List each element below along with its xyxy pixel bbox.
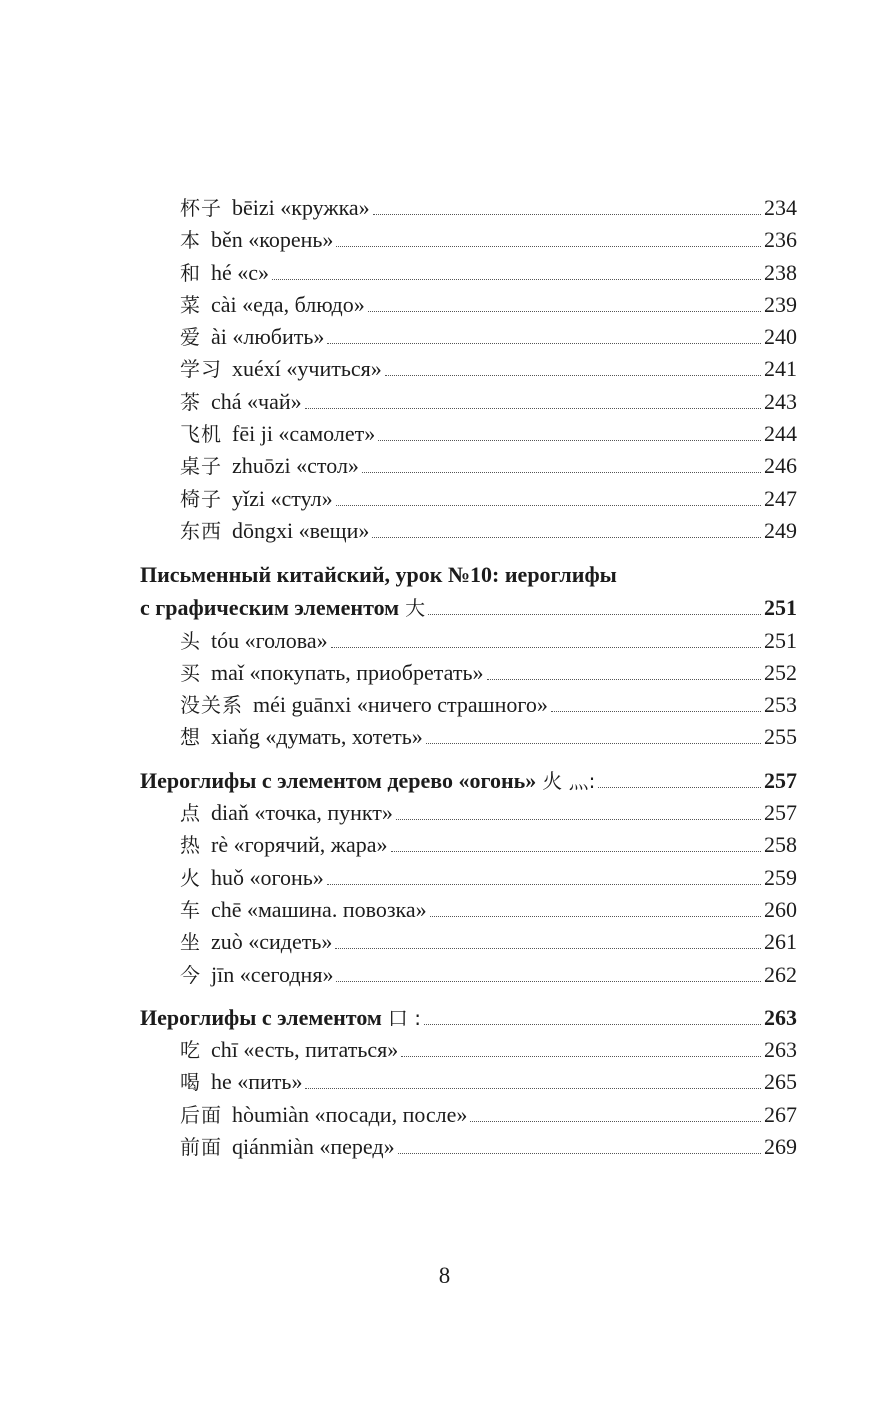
dot-leader	[598, 787, 761, 788]
page-number: 8	[438, 1263, 451, 1288]
entry-hanzi: 吃	[180, 1038, 201, 1063]
page-ref: 240	[764, 324, 797, 350]
toc-section-entry[interactable]	[140, 592, 797, 624]
page-ref: 236	[764, 227, 797, 253]
entry-text: xuéxí «учиться»	[232, 356, 382, 382]
entry-text: diaň «точка, пункт»	[211, 800, 393, 826]
page-ref: 234	[764, 195, 797, 220]
toc-entry[interactable]	[140, 450, 797, 482]
entry-hanzi: 飞机	[180, 422, 222, 447]
page-ref: 243	[764, 388, 797, 414]
entry-hanzi: 喝	[180, 1070, 201, 1095]
entry-text: méi guānxi «ничего страшного»	[253, 692, 548, 718]
toc-entry[interactable]	[140, 1131, 797, 1163]
toc-entry[interactable]	[140, 515, 797, 547]
page-ref: 239	[764, 291, 797, 317]
page-ref: 258	[764, 832, 797, 858]
toc-entry[interactable]	[140, 1066, 797, 1098]
entry-text: maǐ «покупать, приобретать»	[211, 659, 484, 685]
dot-leader	[305, 1088, 761, 1089]
entry-text: hòumiàn «посади, после»	[232, 1101, 468, 1127]
entry-hanzi: 后面	[180, 1102, 222, 1127]
dot-leader	[551, 711, 761, 712]
page-ref: 252	[764, 659, 797, 685]
dot-leader	[378, 440, 761, 441]
page-ref: 267	[764, 1101, 797, 1127]
dot-leader	[331, 647, 761, 648]
dot-leader	[396, 819, 761, 820]
page-ref: 263	[764, 1004, 797, 1030]
entry-text: zuò «сидеть»	[211, 929, 333, 955]
entry-text: he «пить»	[211, 1069, 303, 1095]
dot-leader	[430, 916, 761, 917]
entry-hanzi: 前面	[180, 1135, 222, 1160]
section-heading-line1: Письменный китайский, урок №10: иероглифы	[140, 562, 617, 588]
toc-entry[interactable]	[140, 959, 797, 991]
entry-text: yǐzi «стул»	[232, 485, 333, 511]
toc-entry[interactable]	[140, 894, 797, 926]
dot-leader	[391, 851, 761, 852]
page-ref: 261	[764, 929, 797, 955]
page-ref: 244	[764, 421, 797, 447]
entry-text: běn «корень»	[211, 227, 334, 253]
dot-leader	[426, 743, 761, 744]
entry-hanzi: 头	[180, 628, 201, 653]
entry-hanzi: 椅子	[180, 486, 222, 511]
entry-hanzi: 杯子	[180, 196, 222, 220]
dot-leader	[335, 948, 761, 949]
entry-hanzi: 点	[180, 801, 201, 826]
page-ref: 262	[764, 961, 797, 987]
dot-leader	[398, 1153, 761, 1154]
page-ref: 265	[764, 1069, 797, 1095]
entry-hanzi: 茶	[180, 389, 201, 414]
entry-text: dōngxi «вещи»	[232, 517, 370, 543]
entry-hanzi: 火	[180, 865, 201, 890]
entry-hanzi: 菜	[180, 292, 201, 317]
page-ref: 246	[764, 453, 797, 479]
toc-entry[interactable]	[140, 192, 797, 224]
entry-text: xiaňg «думать, хотеть»	[211, 724, 423, 750]
entry-text: bēizi «кружка»	[232, 195, 370, 220]
toc-entry[interactable]	[140, 224, 797, 256]
entry-text: huǒ «огонь»	[211, 864, 324, 890]
toc-group	[140, 192, 797, 547]
toc-entry[interactable]	[140, 289, 797, 321]
toc-entry[interactable]	[140, 797, 797, 829]
entry-hanzi: 本	[180, 228, 201, 253]
toc-group	[140, 797, 797, 991]
dot-leader	[401, 1056, 761, 1057]
toc-entry[interactable]	[140, 386, 797, 418]
page-ref: 260	[764, 896, 797, 922]
toc-entry[interactable]	[140, 862, 797, 894]
dot-leader	[428, 614, 761, 615]
page-ref: 255	[764, 724, 797, 750]
toc-entry[interactable]	[140, 257, 797, 289]
entry-hanzi: 热	[180, 833, 201, 858]
dot-leader	[470, 1121, 761, 1122]
toc-entry[interactable]	[140, 926, 797, 958]
section-hanzi: 口 :	[387, 1005, 422, 1030]
page-ref: 269	[764, 1134, 797, 1160]
entry-text: fēi ji «самолет»	[232, 421, 376, 447]
entry-hanzi: 学习	[180, 357, 222, 382]
dot-leader	[424, 1024, 761, 1025]
toc-group	[140, 1034, 797, 1163]
toc-entry[interactable]	[140, 625, 797, 657]
entry-hanzi: 坐	[180, 930, 201, 955]
toc-entry[interactable]	[140, 657, 797, 689]
section-heading: Иероглифы с элементом	[140, 1004, 382, 1030]
dot-leader	[327, 343, 761, 344]
toc-entry[interactable]	[140, 483, 797, 515]
entry-hanzi: 车	[180, 897, 201, 922]
toc-entry[interactable]	[140, 353, 797, 385]
entry-text: zhuōzi «стол»	[232, 453, 359, 479]
entry-text: tóu «голова»	[211, 627, 328, 653]
toc-section-entry[interactable]	[140, 765, 797, 797]
toc-entry[interactable]	[140, 418, 797, 450]
entry-hanzi: 没关系	[180, 693, 243, 718]
toc-entry[interactable]	[140, 829, 797, 861]
page-ref: 247	[764, 485, 797, 511]
section-heading: Иероглифы с элементом дерево «огонь»	[140, 767, 537, 793]
dot-leader	[272, 279, 761, 280]
entry-hanzi: 买	[180, 660, 201, 685]
dot-leader	[372, 537, 761, 538]
toc-entry[interactable]	[140, 1034, 797, 1066]
entry-text: rè «горячий, жара»	[211, 832, 388, 858]
dot-leader	[336, 505, 761, 506]
entry-text: hé «с»	[211, 259, 270, 285]
entry-text: jīn «сегодня»	[211, 961, 334, 987]
table-of-contents	[140, 192, 797, 1163]
entry-text: ài «любить»	[211, 324, 325, 350]
entry-text: chī «есть, питаться»	[211, 1037, 399, 1063]
page-ref: 251	[764, 595, 797, 621]
dot-leader	[487, 679, 762, 680]
entry-text: chē «машина. повозка»	[211, 896, 427, 922]
dot-leader	[385, 375, 761, 376]
entry-text: chá «чай»	[211, 388, 302, 414]
entry-hanzi: 和	[180, 260, 201, 285]
dot-leader	[368, 311, 761, 312]
toc-entry[interactable]	[140, 721, 797, 753]
entry-hanzi: 东西	[180, 518, 222, 543]
page-ref: 238	[764, 259, 797, 285]
page-ref: 249	[764, 517, 797, 543]
page-ref: 253	[764, 692, 797, 718]
dot-leader	[305, 408, 761, 409]
page-ref: 241	[764, 356, 797, 382]
page-ref: 257	[764, 800, 797, 826]
dot-leader	[362, 472, 761, 473]
page-ref: 259	[764, 864, 797, 890]
dot-leader	[327, 884, 761, 885]
toc-entry[interactable]	[140, 1099, 797, 1131]
dot-leader	[336, 246, 761, 247]
section-hanzi: 大	[405, 596, 426, 621]
section-hanzi: 火 灬:	[542, 768, 596, 793]
dot-leader	[373, 214, 761, 215]
entry-hanzi: 桌子	[180, 454, 222, 479]
toc-entry[interactable]	[140, 689, 797, 721]
entry-text: cài «еда, блюдо»	[211, 291, 365, 317]
toc-entry[interactable]	[140, 321, 797, 353]
page-ref: 251	[764, 627, 797, 653]
entry-hanzi: 爱	[180, 325, 201, 350]
page-ref: 257	[764, 767, 797, 793]
section-heading-line2: с графическим элементом	[140, 595, 400, 621]
entry-text: qiánmiàn «перед»	[232, 1134, 395, 1160]
entry-hanzi: 想	[180, 725, 201, 750]
page-ref: 263	[764, 1037, 797, 1063]
toc-group	[140, 625, 797, 754]
entry-hanzi: 今	[180, 962, 201, 987]
toc-section-entry[interactable]	[140, 1002, 797, 1034]
dot-leader	[336, 981, 761, 982]
